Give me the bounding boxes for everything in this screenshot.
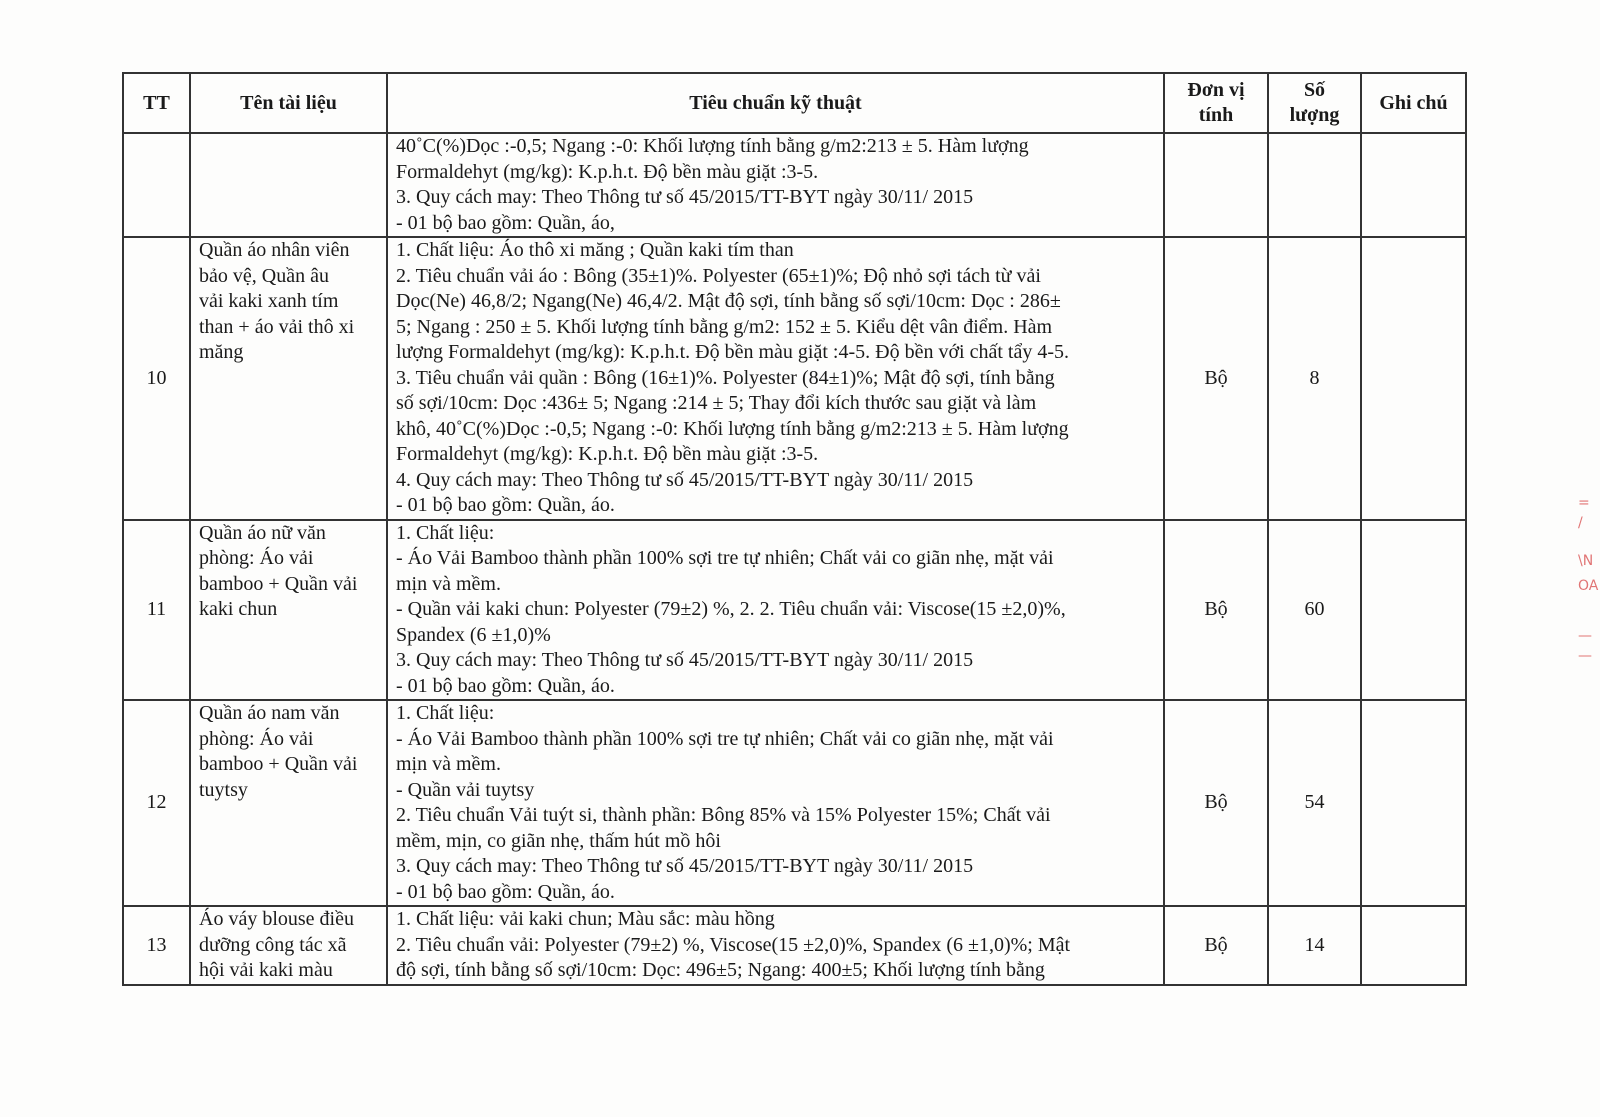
stamp-fragment-text: / (1578, 515, 1583, 531)
row-note (1361, 237, 1466, 520)
row-note (1361, 133, 1466, 237)
spec-line: Formaldehyt (mg/kg): K.p.h.t. Độ bền màu giặt :3-5. (396, 160, 819, 183)
document-name-line: phòng: Áo vải (199, 547, 314, 569)
spec-line: 2. Tiêu chuẩn Vải tuýt si, thành phần: Bông 85% và 15% Polyester 15%; Chất vải (396, 804, 1051, 826)
row-tt: 13 (123, 906, 190, 985)
stamp-fragment-text: — (1578, 648, 1592, 664)
row-technical-spec (387, 700, 1164, 906)
spec-line: 1. Chất liệu: (396, 521, 495, 544)
spec-line: 3. Quy cách may: Theo Thông tư số 45/2015/TT-BYT ngày 30/11/ 2015 (396, 649, 974, 671)
row-quantity: 60 (1268, 520, 1361, 701)
row-technical-spec (387, 237, 1164, 520)
spec-line: 1. Chất liệu: Áo thô xi măng ; Quần kaki tím than (396, 239, 794, 261)
spec-line: 1. Chất liệu: (396, 702, 495, 724)
row-document-name (190, 237, 387, 520)
table-row (123, 133, 1466, 237)
spec-line: 2. Tiêu chuẩn vải áo : Bông (35±1)%. Polyester (65±1)%; Độ nhỏ sợi tách từ vải (396, 264, 1041, 287)
header-qty (1268, 73, 1361, 133)
row-quantity: 14 (1268, 906, 1361, 985)
header-spec: Tiêu chuẩn kỹ thuật (387, 73, 1164, 133)
spec-line: - Quần vải tuytsy (396, 778, 535, 801)
spec-line: - Quần vải kaki chun: Polyester (79±2) %, 2. 2. Tiêu chuẩn vải: Viscose(15 ±2,0)%, (396, 598, 1066, 620)
spec-line: Spandex (6 ±1,0)% (396, 623, 551, 646)
document-name-line: kaki chun (199, 598, 278, 620)
document-name-line: bamboo + Quần vải (199, 572, 358, 595)
table-row (123, 906, 1466, 985)
row-quantity: 8 (1268, 237, 1361, 520)
specification-table (122, 72, 1467, 986)
spec-line: 3. Quy cách may: Theo Thông tư số 45/2015/TT-BYT ngày 30/11/ 2015 (396, 855, 974, 877)
row-note (1361, 906, 1466, 985)
spec-line: 3. Quy cách may: Theo Thông tư số 45/2015/TT-BYT ngày 30/11/ 2015 (396, 186, 974, 208)
spec-line: mịn và mềm. (396, 753, 501, 775)
document-name-line: tuytsy (199, 778, 248, 801)
header-unit-line: tính (1198, 104, 1234, 126)
document-name-line: Quần áo nhân viên (199, 239, 350, 261)
stamp-fragment-text: \N (1578, 553, 1594, 569)
row-technical-spec (387, 520, 1164, 701)
header-qty-line: Số (1303, 79, 1326, 101)
spec-line: số sợi/10cm: Dọc :436± 5; Ngang :214 ± 5; Thay đổi kích thước sau giặt và làm (396, 392, 1037, 414)
document-name-line: Quần áo nữ văn (199, 521, 326, 544)
row-unit (1164, 133, 1268, 237)
row-tt: 10 (123, 237, 190, 520)
header-note: Ghi chú (1361, 73, 1466, 133)
spec-line: 5; Ngang : 250 ± 5. Khối lượng tính bằng g/m2: 152 ± 5. Kiểu dệt vân điểm. Hàm (396, 315, 1053, 338)
spec-line: mịn và mềm. (396, 572, 501, 595)
table-row (123, 237, 1466, 520)
row-unit: Bộ (1164, 520, 1268, 701)
spec-line: - Áo Vải Bamboo thành phần 100% sợi tre tự nhiên; Chất vải co giãn nhẹ, mặt vải (396, 547, 1054, 569)
spec-line: - Áo Vải Bamboo thành phần 100% sợi tre tự nhiên; Chất vải co giãn nhẹ, mặt vải (396, 727, 1054, 750)
document-name-line: Quần áo nam văn (199, 702, 340, 724)
row-unit: Bộ (1164, 700, 1268, 906)
spec-line: lượng Formaldehyt (mg/kg): K.p.h.t. Độ bền màu giặt :4-5. Độ bền với chất tẩy 4-5. (396, 341, 1069, 363)
spec-line: 3. Tiêu chuẩn vải quần : Bông (16±1)%. Polyester (84±1)%; Mật độ sợi, tính bằng (396, 366, 1055, 389)
spec-line: 2. Tiêu chuẩn vải: Polyester (79±2) %, Viscose(15 ±2,0)%, Spandex (6 ±1,0)%; Mật (396, 933, 1071, 956)
row-quantity: 54 (1268, 700, 1361, 906)
row-technical-spec (387, 906, 1164, 985)
spec-line: khô, 40˚C(%)Dọc :-0,5; Ngang :-0: Khối lượng tính bằng g/m2:213 ± 5. Hàm lượng (396, 417, 1069, 440)
table-row (123, 700, 1466, 906)
spec-line: 40˚C(%)Dọc :-0,5; Ngang :-0: Khối lượng tính bằng g/m2:213 ± 5. Hàm lượng (396, 135, 1029, 157)
document-name-line: phòng: Áo vải (199, 727, 314, 750)
document-name-line: dưỡng công tác xã (199, 933, 347, 956)
table-header-row (123, 73, 1466, 133)
header-unit-line: Đơn vị (1187, 79, 1245, 101)
document-name-line: vải kaki xanh tím (199, 290, 339, 312)
row-document-name (190, 700, 387, 906)
row-note (1361, 700, 1466, 906)
header-name: Tên tài liệu (190, 73, 387, 133)
spec-line: - 01 bộ bao gồm: Quần, áo. (396, 880, 615, 903)
row-document-name (190, 133, 387, 237)
stamp-fragment-text: = (1578, 495, 1590, 511)
document-name-line: bảo vệ, Quần âu (199, 264, 329, 287)
row-document-name (190, 906, 387, 985)
row-note (1361, 520, 1466, 701)
spec-line: mềm, mịn, co giãn nhẹ, thấm hút mồ hôi (396, 829, 721, 852)
spec-line: Dọc(Ne) 46,8/2; Ngang(Ne) 46,4/2. Mật độ sợi, tính bằng số sợi/10cm: Dọc : 286± (396, 290, 1061, 312)
row-quantity (1268, 133, 1361, 237)
row-unit: Bộ (1164, 237, 1268, 520)
stamp-fragment-text: — (1578, 628, 1592, 644)
document-name-line: măng (199, 341, 244, 363)
spec-line: - 01 bộ bao gồm: Quần, áo. (396, 494, 615, 516)
spec-line: 4. Quy cách may: Theo Thông tư số 45/2015/TT-BYT ngày 30/11/ 2015 (396, 468, 974, 491)
spec-line: - 01 bộ bao gồm: Quần, áo, (396, 211, 615, 234)
document-name-line: hội vải kaki màu (199, 959, 333, 981)
spec-line: độ sợi, tính bằng số sợi/10cm: Dọc: 496±5; Ngang: 400±5; Khối lượng tính bằng (396, 959, 1045, 981)
table-row (123, 520, 1466, 701)
row-document-name (190, 520, 387, 701)
stamp-fragment-text: OA (1578, 578, 1599, 594)
spec-line: - 01 bộ bao gồm: Quần, áo. (396, 674, 615, 697)
document-name-line: Áo váy blouse điều (199, 908, 354, 930)
row-tt: 11 (123, 520, 190, 701)
header-tt: TT (123, 73, 190, 133)
row-tt (123, 133, 190, 237)
spec-line: 1. Chất liệu: vải kaki chun; Màu sắc: màu hồng (396, 908, 775, 930)
row-tt: 12 (123, 700, 190, 906)
row-unit: Bộ (1164, 906, 1268, 985)
document-name-line: bamboo + Quần vải (199, 753, 358, 775)
document-name-line: than + áo vải thô xi (199, 315, 355, 338)
spec-line: Formaldehyt (mg/kg): K.p.h.t. Độ bền màu giặt :3-5. (396, 443, 819, 465)
row-technical-spec (387, 133, 1164, 237)
header-unit (1164, 73, 1268, 133)
header-qty-line: lượng (1289, 104, 1340, 126)
